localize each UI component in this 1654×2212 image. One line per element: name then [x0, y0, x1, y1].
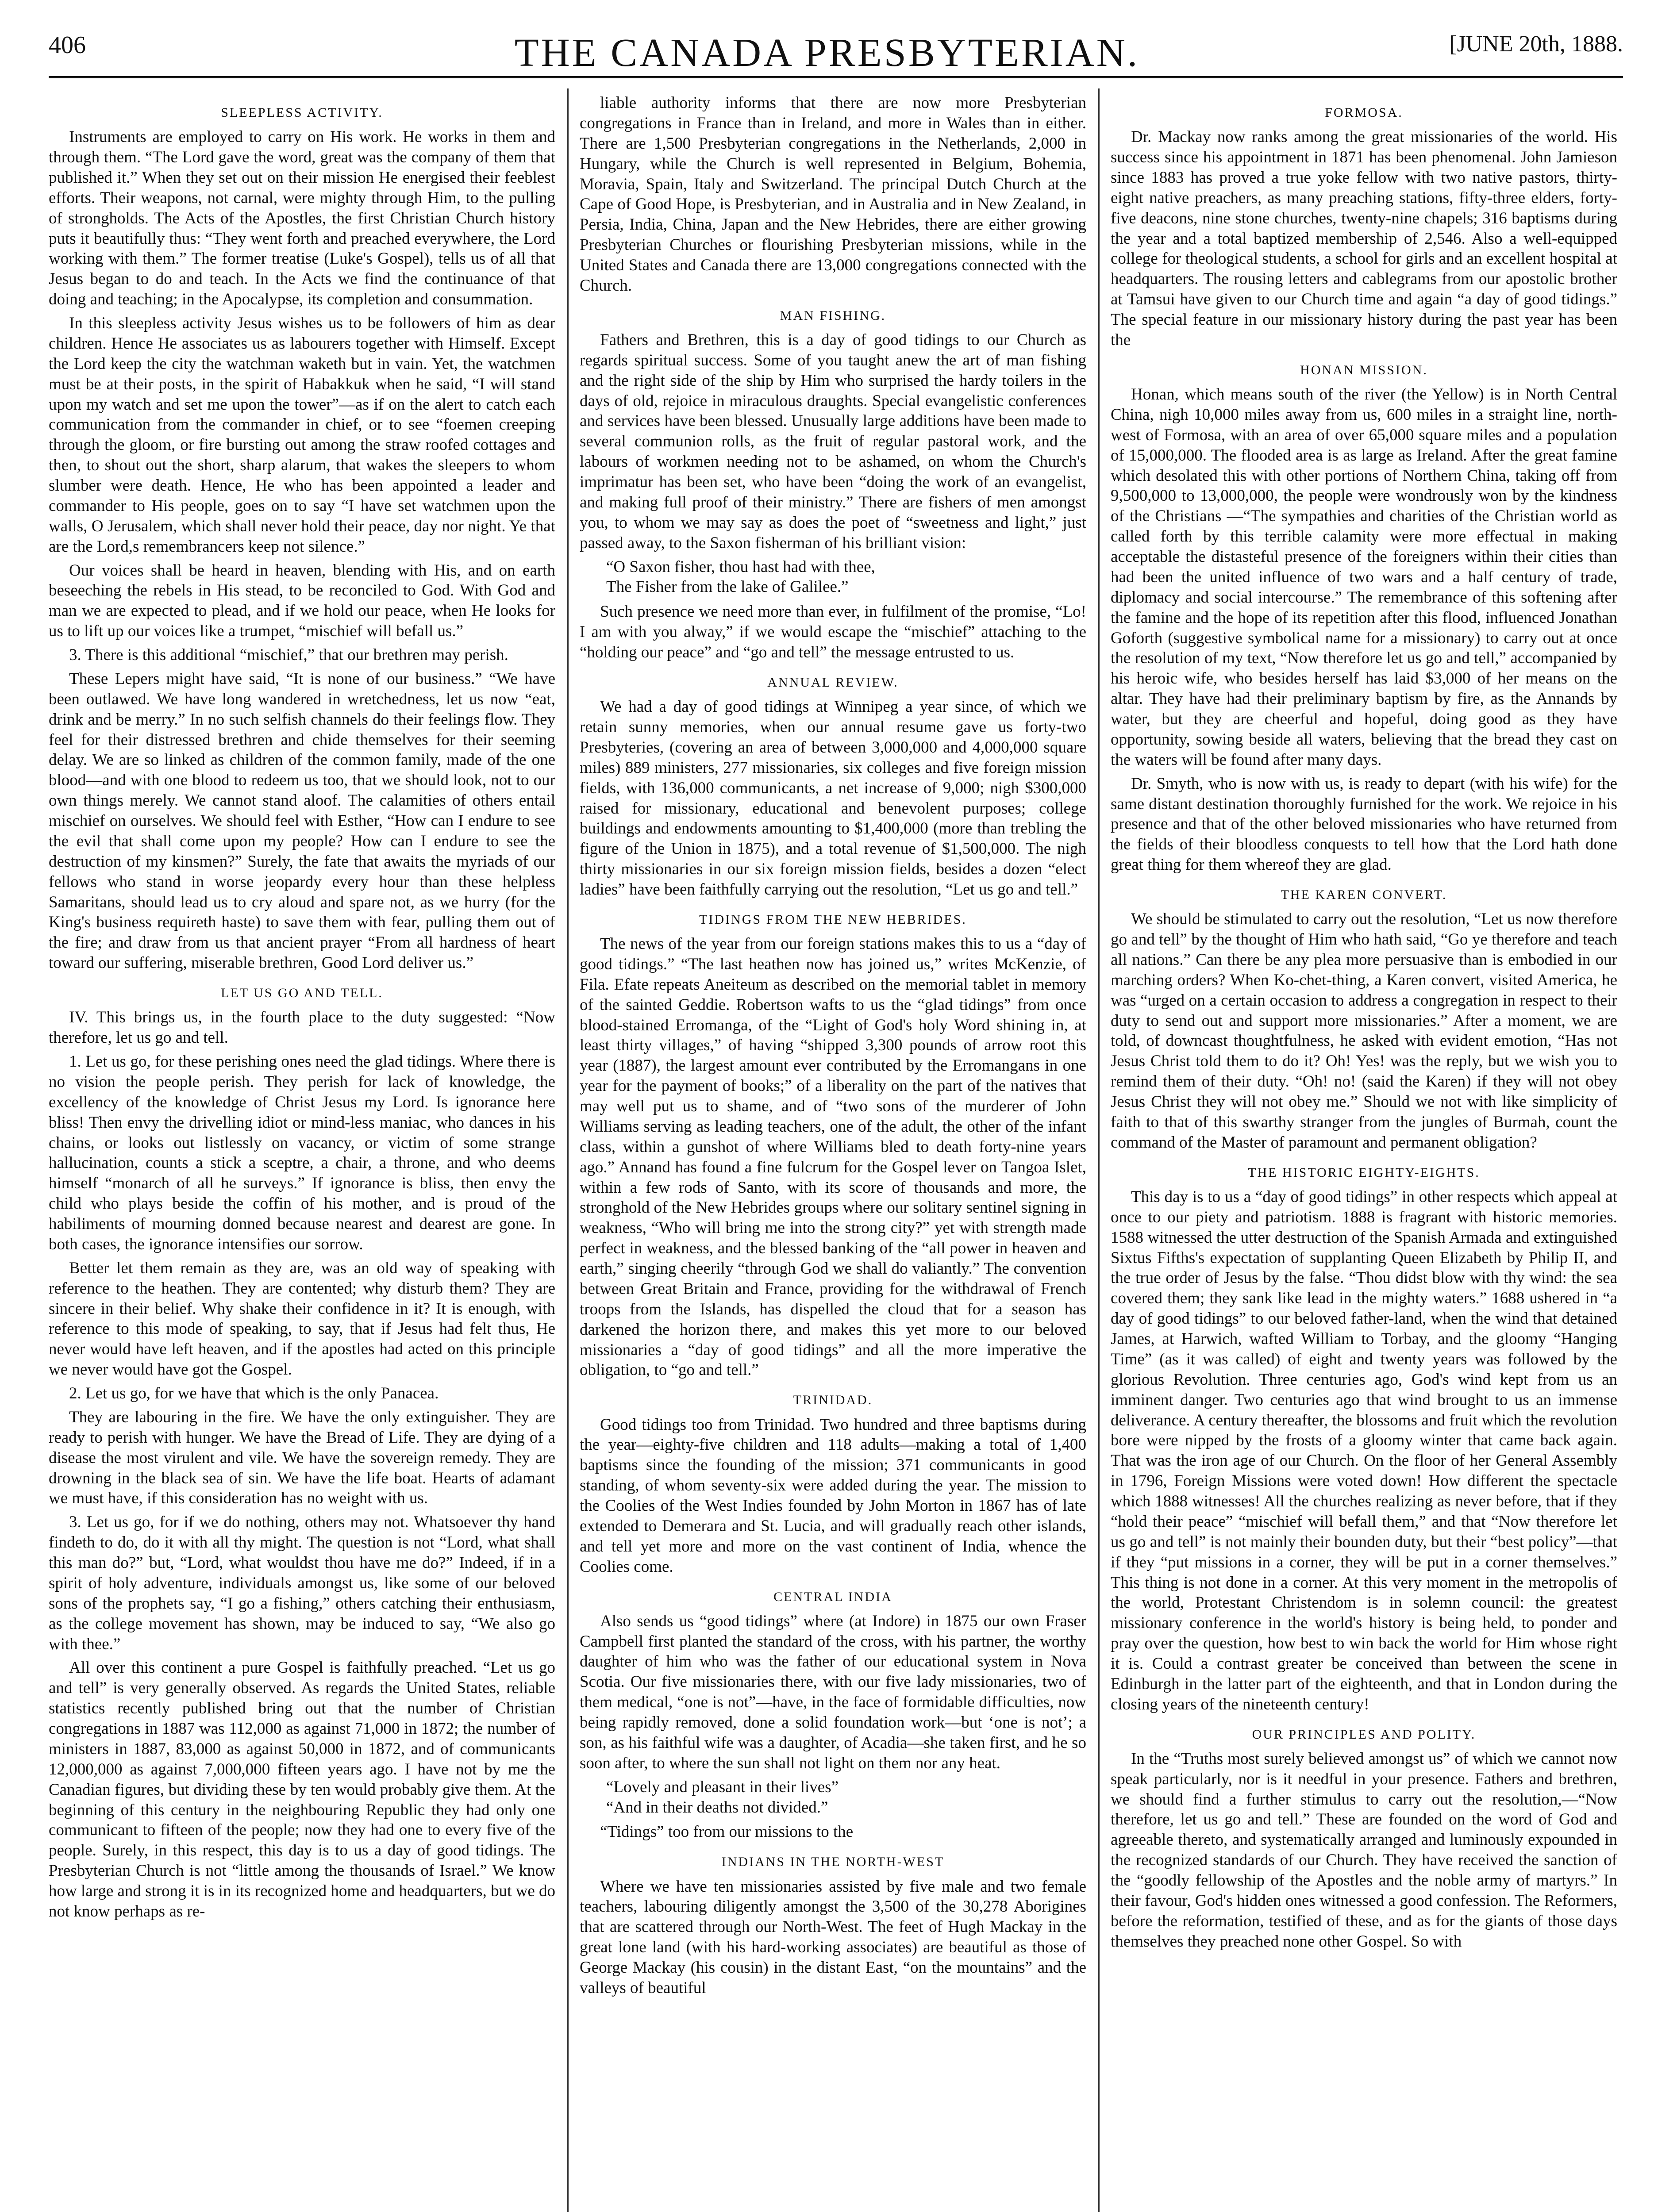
article	[1111, 1726, 1617, 1952]
paragraph: liable authority informs that there are now more Presbyterian congregations in France than in Ireland, and more in Wales than in either. There are 1,500 Presbyterian congregations in the Netherlands, 2,000 in Hungary, while the Church is well represented in Belgium, Bohemia, Moravia, Spain, Italy and Switzerland. The principal Dutch Church at the Cape of Good Hope, is Presbyterian, and in Australia and in New Zealand, in Persia, India, China, Japan and the New Hebrides, there are either growing Presbyterian Churches or flourishing Presbyterian missions, while in the United States and Canada there are 13,000 congregations connected with the Church.	[580, 94, 1086, 295]
paragraph: The news of the year from our foreign stations makes this to us a “day of good tidings.” “The last heathen now has joined us,” writes McKenzie, of Fila. Efate repeats Aneiteum as described on the memorial tablet in memory of the sainted Geddie. Robertson wafts to us the “glad tidings” from once blood-stained Erromanga, of the “Light of God's holy Word shining in, at least thirty villages,” of having “shipped 3,300 pounds of arrow root this year (1887), the largest amount ever contributed by the Erromangans in one year for the payment of books;” of a liberality on the part of the natives that may well put us to shame, and of “two sons of the murderer of John Williams serving as leading teachers, one of the adult, the other of the infant class, within a gunshot of where Williams bled to death forty-nine years ago.” Annand has found a fine fulcrum for the Gospel lever on Tangoa Islet, within a few rods of Santo, with its score of thousands and more, the stronghold of the New Hebrides groups where our solitary sentinel signing in weakness, “Who will bring me into the strong city?” yet with strength made perfect in weakness, and the blessed banking of the “all power in heaven and earth,” singing cheerily “through God we shall do valiantly.” The convention between Great Britain and France, providing for the withdrawal of French troops from the Islands, has dispelled the cloud that for a season has darkened the horizon there, and makes this yet more to our beloved missionaries a “day of good tidings” and all the more imperative the obligation, to “go and tell.”	[580, 935, 1086, 1379]
article	[1111, 104, 1617, 350]
paragraph: IV. This brings us, in the fourth place to the duty suggested: “Now therefore, let us go and tell.	[49, 1008, 555, 1047]
paragraph: In this sleepless activity Jesus wishes us to be followers of him as dear children. Hence He associates us as labourers together with Himself. Except the Lord keep the city the watchman waketh but in vain. Yet, the watchmen must be at their posts, in the spirit of Habakkuk when he said, “I will stand upon my watch and set me upon the tower”—as if on the alert to catch each communication from the commander in chief, or to see “foemen creeping through the gloom, or fire bursting out among the straw roofed cottages and then, to shout out the short, sharp alarum, that wakes the sleepers to whom slumber were death. Hence, He who has been appointed a leader and commander to His people, goes on to say “I have set watchmen upon the walls, O Jerusalem, which shall never hold their peace, day nor night. Ye that are the Lord,s remembrancers keep not silence.”	[49, 314, 555, 556]
article	[1111, 1164, 1617, 1715]
article-heading: THE HISTORIC EIGHTY-EIGHTS.	[1248, 1165, 1480, 1180]
article-heading: TRINIDAD.	[793, 1393, 873, 1408]
paragraph: Our voices shall be heard in heaven, blending with His, and on earth beseeching the rebels in His stead, to be reconciled to God. With God and man we are expected to plead, and if we hold our peace, when He looks for us to lift up our voices like a trumpet, “mischief will befall us.”	[49, 561, 555, 641]
article	[1111, 362, 1617, 875]
column-2	[580, 93, 1086, 2212]
paragraph: Also sends us “good tidings” where (at Indore) in 1875 our own Fraser Campbell first planted the standard of the cross, with his partner, the worthy daughter of him who was the father of our educational system in Nova Scotia. Our five missionaries there, with our five lady missionaries, two of them medical, “one is not”—have, in the face of formidable difficulties, now being rapidly removed, done a solid foundation work—but ‘one is not’; a son, as his faithful wife was a daughter, of Acadia—she taken first, and he so soon after, to where the sun shall not light on them nor any heat.	[580, 1612, 1086, 1772]
paragraph: Fathers and Brethren, this is a day of good tidings to our Church as regards spiritual success. Some of you taught anew the art of man fishing and the right side of the ship by Him who surprised the hardy toilers in the days of old, rejoice in miraculous draughts. Special evangelistic conferences and services have been blessed. Unusually large additions have been made to several communion rolls, as the fruit of regular pastoral work, and the labours of workmen needing not to be ashamed, on whom the Church's imprimatur has been set, who have been “doing the work of an evangelist, and making full proof of their ministry.” There are fishers of men amongst you, to whom we may say as does the poet of “sweetness and light,” just passed away, to the Saxon fisherman of his brilliant vision:	[580, 330, 1086, 552]
paragraph: “Tidings” too from our missions to the	[600, 1823, 854, 1841]
paragraph: 3. Let us go, for if we do nothing, others may not. Whatsoever thy hand findeth to do, do it with all thy might. The question is not “Lord, what shall this man do?” but, “Lord, what wouldst thou have me do?” Indeed, if in a spirit of holy adventure, individuals amongst us, like some of our beloved sons of the prophets say, “I go a fishing,” others catching their enthusiasm, as the college movement has shown, may be induced to say, “We also go with thee.”	[49, 1513, 555, 1653]
article	[1111, 887, 1617, 1153]
article-heading: THE KAREN CONVERT.	[1281, 887, 1447, 902]
article	[580, 911, 1086, 1380]
article	[580, 674, 1086, 900]
article	[580, 1589, 1086, 1843]
article-heading: INDIANS IN THE NORTH-WEST	[721, 1855, 945, 1870]
paragraph: Such presence we need more than ever, in fulfilment of the promise, “Lo! I am with you alway,” if we would escape the “mischief” attaching to the “holding our peace” and “go and tell” the message entrusted to us.	[580, 603, 1086, 662]
paragraph: Better let them remain as they are, was an old way of speaking with reference to the heathen. They are contented; why disturb them? They are sincere in their belief. Why shake their confidence in it? It is enough, with reference to this mode of speaking, to say, that if Jesus had felt thus, He never would have left heaven, and if the apostles had acted on this principle we never would have got the Gospel.	[49, 1259, 555, 1379]
paragraph: We had a day of good tidings at Winnipeg a year since, of which we retain sunny memories, when our annual resume gave us forty-two Presbyteries, (covering an area of between 3,000,000 and 4,000,000 square miles) 889 ministers, 277 missionaries, six colleges and five foreign mission fields, with 136,000 communicants, a net increase of 9,000; nigh $300,000 raised for missionary, educational and benevolent purposes; college buildings and endowments amounting to $1,400,000 (more than trebling the figure of the Union in 1875), and a total revenue of $1,500,000. The nigh thirty missionaries in our six foreign mission fields, besides a dozen “elect ladies” have been faithfully carrying out the resolution, “Let us go and tell.”	[580, 698, 1086, 899]
poem-quote	[606, 1777, 1086, 1818]
quote-line: “And in their deaths not divided.”	[606, 1798, 828, 1816]
paragraph: Instruments are employed to carry on His work. He works in them and through them. “The Lord gave the word, great was the company of them that published it.” When they set out on their mission He energised their feeblest efforts. Their weapons, not carnal, were mighty through Him, to the pulling of strongholds. The Acts of the Apostles, the first Christian Church history puts it beautifully thus: “They went forth and preached everywhere, the Lord working with them.” The former treatise (Luke's Gospel), tells us of all that Jesus began to do and teach. In the Acts we find the continuance of that doing and teaching; in the Apocalypse, its completion and consummation.	[49, 128, 555, 309]
article-heading: OUR PRINCIPLES AND POLITY.	[1252, 1727, 1476, 1742]
article-heading: FORMOSA.	[1325, 105, 1403, 120]
page-number: 406	[49, 31, 86, 59]
paragraph: They are labouring in the fire. We have the only extinguisher. They are ready to perish with hunger. We have the Bread of Life. They are dying of a disease the most virulent and vile. We have the sovereign remedy. They are drowning in the black sea of sin. We have the life boat. Hearts of adamant we must have, if this consideration has no weight with us.	[49, 1408, 555, 1508]
issue-date: [JUNE 20th, 1888.	[1449, 31, 1623, 57]
article-heading: SLEEPLESS ACTIVITY.	[221, 105, 383, 120]
article	[580, 1854, 1086, 1998]
article-heading: HONAN MISSION.	[1300, 362, 1428, 377]
article-heading: LET US GO AND TELL.	[221, 986, 383, 1001]
newspaper-title: THE CANADA PRESBYTERIAN.	[514, 31, 1140, 75]
paragraph: Dr. Mackay now ranks among the great missionaries of the world. His success since his appointment in 1871 has been phenomenal. John Jamieson since 1883 has proved a true yoke fellow with two native pastors, thirty-eight native preachers, as many preaching stations, fifty-three elders, forty-five deacons, nine stone churches, twenty-nine chapels; 316 baptisms during the year and a total baptized membership of 2,546. Also a well-equipped college for theological students, a school for girls and an excellent hospital at headquarters. The rousing letters and cablegrams from our apostolic brother at Tamsui have given to our Church time and again “a day of good tidings.” The special feature in our missionary history during the past year has been the	[1111, 128, 1617, 349]
article-heading: TIDINGS FROM THE NEW HEBRIDES.	[699, 912, 967, 927]
quote-line: The Fisher from the lake of Galilee.”	[606, 578, 849, 596]
column-divider	[1098, 88, 1100, 2212]
column-3	[1111, 93, 1617, 2212]
article-heading: ANNUAL REVIEW.	[767, 675, 899, 690]
article	[580, 1392, 1086, 1577]
article	[49, 985, 555, 1922]
paragraph: Honan, which means south of the river (the Yellow) is in North Central China, nigh 10,000 miles away from us, 600 miles in a straight line, north-west of Formosa, with an area of over 65,000 square miles and a population of 15,000,000. The flooded area is as large as Ireland. After the great famine which desolated this with other portions of Northern China, taking off from 9,500,000 to 13,000,000, the people were wondrously won by the kindness of the Christians —“The sympathies and charities of the Christian world as called forth by this terrible calamity were more effectual in making acceptable the distasteful presence of the foreigners within their cities than had been the united influence of two wars and a half century of trade, diplomacy and social intercourse.” The remembrance of this softening after the famine and the hope of its repetition after this flood, influenced Jonathan Goforth (suggestive symbolical name for a missionary) to carry out at once the resolution of my text, “Now therefore let us go and tell,” accompanied by his heroic wife, who besides herself has laid $3,000 of her means on the altar. They have had their preliminary baptism by fire, as the Annands by water, but they are cheerful and hopeful, doing good as they have opportunity, sowing beside all waters, believing that the bread they cast on the waters will be found after many days.	[1111, 385, 1617, 769]
column-1	[49, 93, 555, 2212]
page-header	[0, 0, 1654, 73]
paragraph: We should be stimulated to carry out the resolution, “Let us now therefore go and tell” by the thought of Him who hath said, “Go ye therefore and teach all nations.” Can there be any plea more persuasive than is embodied in our marching orders? When Ko-chet-thing, a Karen convert, visited America, he was “urged on a certain occasion to address a congregation in respect to their duty to send out and support more missionaries.” After a moment, we are told, of downcast thoughtfulness, he asked with evident emotion, “Has not Jesus Christ told them to do it? Oh! Yes! was the reply, but we wish you to remind them of their duty. “Oh! no! (said the Karen) if they will not obey Jesus Christ they will not obey me.” Should we not with like simplicity of faith to that of this swarthy stranger from the jungles of Burmah, count the command of the Master of paramount and permanent obligation?	[1111, 910, 1617, 1152]
article	[580, 93, 1086, 296]
poem-quote	[606, 557, 1086, 598]
quote-line: “Lovely and pleasant in their lives”	[606, 1778, 839, 1796]
article-heading: CENTRAL INDIA	[773, 1589, 892, 1604]
paragraph: Good tidings too from Trinidad. Two hundred and three baptisms during the year—eighty-five children and 118 adults—making a total of 1,400 baptisms since the founding of the mission; 371 communicants in good standing, of whom seventy-six were added during the year. The mission to the Coolies of the West Indies founded by John Morton in 1867 has of late extended to Demerara and St. Lucia, and will gradually reach other islands, and tell yet more and more on the vast continent of India, whence the Coolies come.	[580, 1415, 1086, 1576]
article	[49, 104, 555, 973]
paragraph: 3. There is this additional “mischief,” that our brethren may perish.	[69, 646, 508, 664]
article-heading: MAN FISHING.	[780, 308, 886, 323]
column-divider	[567, 88, 569, 2212]
quote-line: “O Saxon fisher, thou hast had with thee,	[606, 557, 875, 576]
paragraph: 2. Let us go, for we have that which is the only Panacea.	[69, 1384, 439, 1402]
paragraph: Where we have ten missionaries assisted by five male and two female teachers, labouring diligently amongst the 3,500 of the 30,278 Aborigines that are scattered through our North-West. The feet of Hugh Mackay in the great lone land (with his hard-working associates) are beautiful as those of George Mackay (his cousin) in the distant East, “on the mountains” and the valleys of beautiful	[580, 1877, 1086, 1997]
paragraph: These Lepers might have said, “It is none of our business.” “We have been outlawed. We have long wandered in wretchedness, let us now “eat, drink and be merry.” In no such selfish channels do their feelings flow. They feel for their distressed brethren and chide themselves for their seeming delay. We are so linked as children of the common family, made of the one blood—and with one blood to redeem us too, that we should look, not to our own things merely. We cannot stand aloof. The calamities of others entail mischief on ourselves. We should feel with Esther, “How can I endure to see the evil that shall come upon my people? How can I endure to see the destruction of my kinsmen?” Surely, the fate that awaits the myriads of our fellows who stand in worse jeopardy every hour than these helpless Samaritans, should lead us to cry aloud and spare not, as we hurry (for the King's business requireth haste) to save them with fear, pulling them out of the fire; and draw from us that ancient prayer “From all hardness of heart toward our suffering, miserable brethren, Good Lord deliver us.”	[49, 669, 555, 972]
paragraph: Dr. Smyth, who is now with us, is ready to depart (with his wife) for the same distant destination thoroughly furnished for the work. We rejoice in his presence and that of the other beloved missionaries who have returned from the fields of their bloodless conquests to tell how that the Lord hath done great thing for them whereof they are glad.	[1111, 774, 1617, 874]
paragraph: 1. Let us go, for these perishing ones need the glad tidings. Where there is no vision the people perish. They perish for lack of knowledge, the excellency of the knowledge of Christ Jesus my Lord. Is ignorance here bliss! Then envy the drivelling idiot or mind-less maniac, who dances in his chains, or looks out listlessly on vacancy, or victim of some strange hallucination, counts a stick a sceptre, a chair, a throne, and who deems himself “monarch of all he surveys.” If ignorance is bliss, then envy the child who plays beside the coffin of his mother, and is proud of the habiliments of mourning donned because nearest and dearest are gone. In both cases, the ignorance intensifies our sorrow.	[49, 1052, 555, 1253]
article	[580, 307, 1086, 663]
paragraph: This day is to us a “day of good tidings” in other respects which appeal at once to our piety and patriotism. 1888 is fragrant with historic memories. 1588 witnessed the utter destruction of the Spanish Armada and extinguished Sixtus Fifths's expectation of supplanting Queen Elizabeth by Philip II, and the true order of Jesus by the false. “Thou didst blow with thy wind: the sea covered them; they sank like lead in the mighty waters.” 1688 ushered in “a day of good tidings” to our beloved father-land, when the wind that detained James, at Harwich, wafted William to Torbay, and the gloomy “Hanging Time” (as it was called) of eight and twenty years was followed by the glorious Revolution. Three centuries ago, God's wind kept from us an imminent danger. Two centuries ago that wind brought to us an immense deliverance. A century thereafter, the blossoms and fruit which the revolution bore were nipped by the frosts of a gloomy winter that came back again. That was the iron age of our Church. On the floor of her General Assembly in 1796, Foreign Missions were voted down! How different the spectacle which 1888 witnesses! All the churches realizing as never before, that if they “hold their peace” “mischief will befall them,” and that “Now therefore let us go and tell” is not mainly their bounden duty, but their “best policy”—that if they “put missions in a corner, they will be put in a corner themselves.” This thing is not done in a corner. At this very moment in the metropolis of the world, Protestant Christendom is in solemn council: the greatest missionary conference in the world's history is being held, to ponder and pray over the question, how best to win back the world for Him whose right it is. Could a contrast greater be conceived than between the scene in Edinburgh in the latter part of the eighteenth, and that in London during the closing years of the nineteenth century!	[1111, 1187, 1617, 1713]
header-rule	[49, 76, 1623, 78]
paragraph: All over this continent a pure Gospel is faithfully preached. “Let us go and tell” is very generally observed. As regards the United States, reliable statistics recently published bring out that the number of Christian congregations in 1887 was 112,000 as against 71,000 in 1872; the number of ministers in 1887, 83,000 as against 50,000 in 1872, and of communicants 12,000,000 as against 7,000,000 fifteen years ago. I have not by me the Canadian figures, but dividing these by ten would probably give them. At the beginning of this century in the neighbouring Republic they had only one communicant to fifteen of the people; now they had one to every five of the people. Surely, in this respect, this day is to us a day of good tidings. The Presbyterian Church is not “little among the thousands of Israel.” We know how large and strong it is in its recognized home and headquarters, but we do not know perhaps as re-	[49, 1659, 555, 1920]
paragraph: In the “Truths most surely believed amongst us” of which we cannot now speak particularly, nor is it needful in your presence. Fathers and brethren, we should find a further stimulus to carry out the resolution,—“Now therefore, let us go and tell.” These are founded on the word of God and agreeable thereto, and systematically arranged and luminously expounded in the recognized standards of our Church. They have received the sanction of the “goodly fellowship of the Apostles and the noble army of martyrs.” In their favour, God's hidden ones witnessed a good confession. The Reformers, before the reformation, testified of these, and as for the giants of those days themselves they preached none other Gospel. So with	[1111, 1749, 1617, 1951]
